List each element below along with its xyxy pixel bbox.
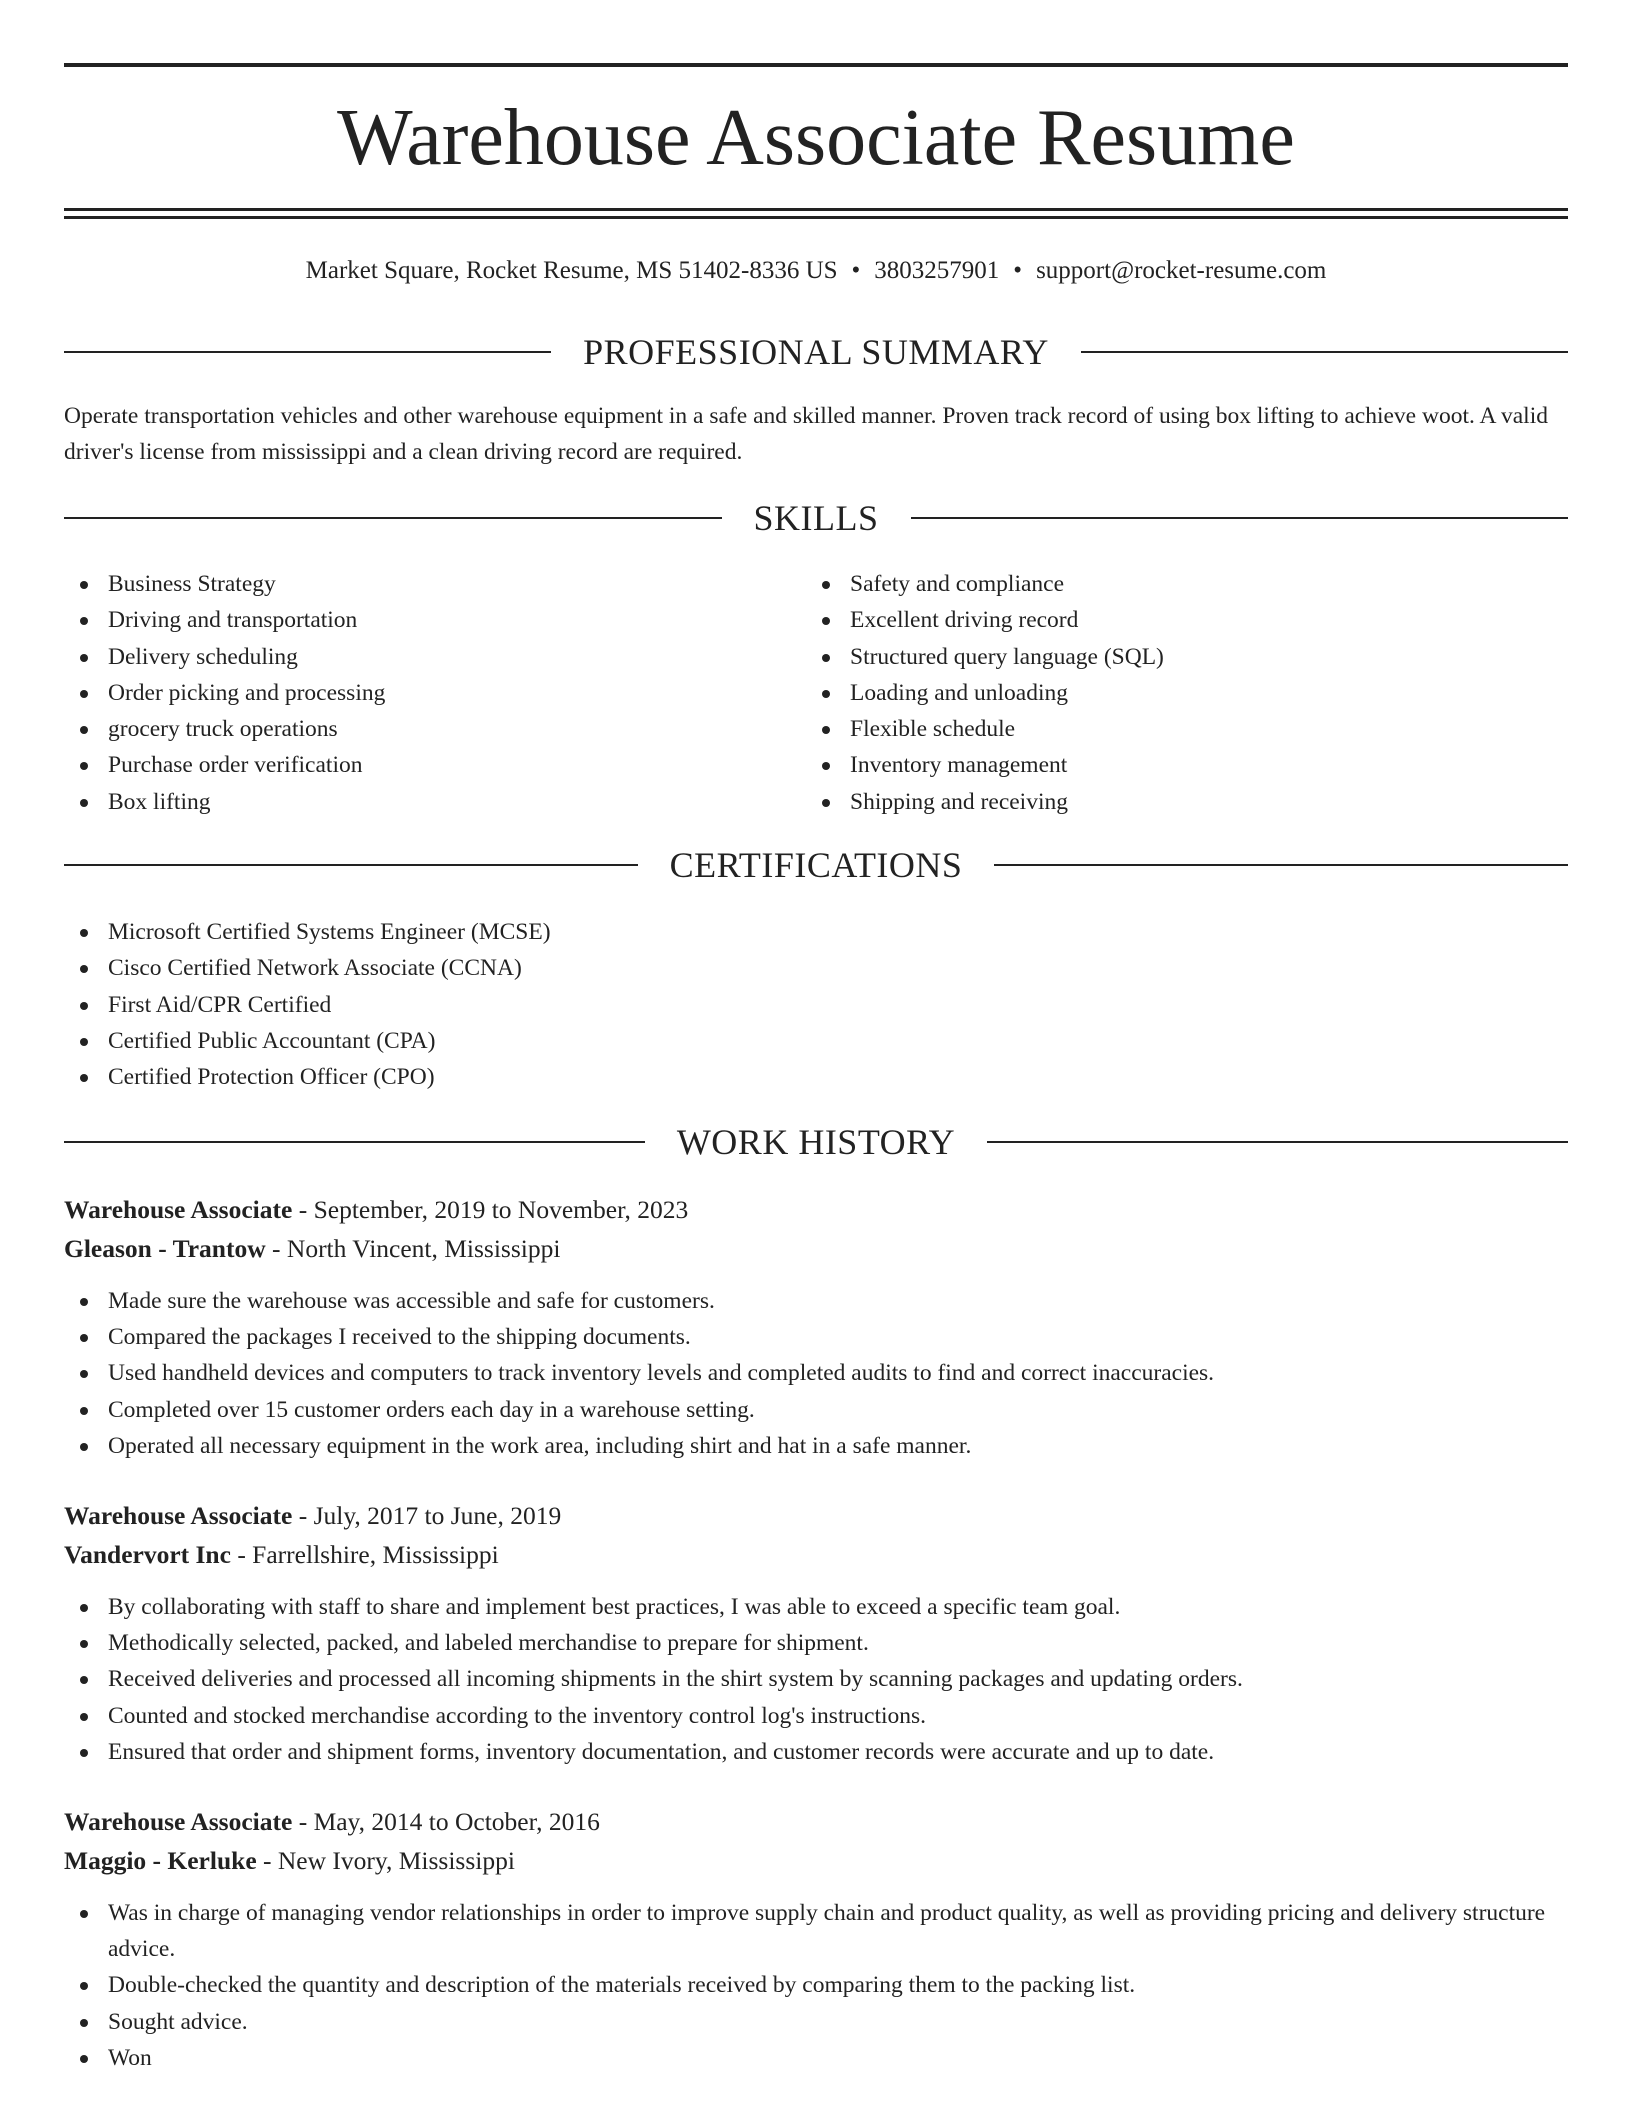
section-heading-certifications xyxy=(64,845,1568,885)
job-dates: - May, 2014 to October, 2016 xyxy=(292,1807,600,1836)
certifications-list xyxy=(64,914,1568,1095)
contact-separator: • xyxy=(1013,257,1023,284)
skill-item: Box lifting xyxy=(64,784,764,820)
heading-rule-right xyxy=(1081,351,1568,353)
certification-item: Microsoft Certified Systems Engineer (MCSE) xyxy=(64,914,1568,950)
certification-item: Cisco Certified Network Associate (CCNA) xyxy=(64,950,1568,986)
job-dates: - July, 2017 to June, 2019 xyxy=(292,1501,562,1530)
job-duty-item: Counted and stocked merchandise according to the inventory control log's instructions. xyxy=(64,1698,1568,1734)
job-duty-item: Used handheld devices and computers to track inventory levels and completed audits to find and correct inaccuracies. xyxy=(64,1355,1568,1391)
job-location: - Farrellshire, Mississippi xyxy=(230,1540,499,1569)
job-duty-item: Won xyxy=(64,2040,1568,2076)
job-location: - North Vincent, Mississippi xyxy=(265,1234,561,1263)
contact-phone: 3803257901 xyxy=(874,257,1000,284)
job-duty-item: Completed over 15 customer orders each day in a warehouse setting. xyxy=(64,1392,1568,1428)
section-title: WORK HISTORY xyxy=(676,1122,956,1162)
heading-rule-left xyxy=(64,1141,645,1143)
job-title-line xyxy=(64,1190,1568,1229)
skill-item: Business Strategy xyxy=(64,566,764,602)
job-company-line xyxy=(64,1841,1568,1880)
skill-item: grocery truck operations xyxy=(64,711,764,747)
skill-item: Order picking and processing xyxy=(64,675,764,711)
skills-list-left xyxy=(64,566,764,820)
heading-rule-right xyxy=(987,1141,1568,1143)
job-duty-item: Received deliveries and processed all incoming shipments in the shirt system by scanning packages and updating orders. xyxy=(64,1661,1568,1697)
job-entry xyxy=(64,1496,1568,1770)
section-heading-work-history xyxy=(64,1122,1568,1162)
contact-line xyxy=(64,254,1568,288)
skill-item: Shipping and receiving xyxy=(806,784,1506,820)
heading-rule-left xyxy=(64,864,638,866)
job-duty-item: Was in charge of managing vendor relationships in order to improve supply chain and product quality, as well as providing pricing and delivery structure advice. xyxy=(64,1895,1568,1967)
heading-rule-right xyxy=(911,517,1569,519)
skill-item: Inventory management xyxy=(806,747,1506,783)
job-entry xyxy=(64,1802,1568,2076)
job-entry xyxy=(64,1190,1568,1464)
job-title-line xyxy=(64,1496,1568,1535)
job-duty-item: Ensured that order and shipment forms, inventory documentation, and customer records were accurate and up to date. xyxy=(64,1734,1568,1770)
heading-rule-left xyxy=(64,351,551,353)
section-heading-summary xyxy=(64,332,1568,372)
job-company: Vandervort Inc xyxy=(64,1540,231,1569)
skill-item: Excellent driving record xyxy=(806,602,1506,638)
section-heading-skills xyxy=(64,498,1568,538)
summary-text: Operate transportation vehicles and other warehouse equipment in a safe and skilled manner. Proven track record of using box lifting to achieve woot. A valid driver's license from mississippi and a clean driving record are required. xyxy=(64,403,1548,465)
certification-item: Certified Public Accountant (CPA) xyxy=(64,1023,1568,1059)
job-company-line xyxy=(64,1535,1568,1574)
certification-item: Certified Protection Officer (CPO) xyxy=(64,1059,1568,1095)
section-title: SKILLS xyxy=(753,498,879,538)
contact-address: Market Square, Rocket Resume, MS 51402-8336 US xyxy=(305,257,838,284)
job-duty-item: Operated all necessary equipment in the work area, including shirt and hat in a safe manner. xyxy=(64,1428,1568,1464)
job-dates: - September, 2019 to November, 2023 xyxy=(292,1195,689,1224)
job-location: - New Ivory, Mississippi xyxy=(256,1846,515,1875)
skills-list-right xyxy=(806,566,1506,820)
job-duties-list xyxy=(64,1895,1568,2076)
job-duty-item: By collaborating with staff to share and implement best practices, I was able to exceed a specific team goal. xyxy=(64,1589,1568,1625)
skill-item: Driving and transportation xyxy=(64,602,764,638)
job-duties-list xyxy=(64,1283,1568,1464)
job-title: Warehouse Associate xyxy=(64,1195,293,1224)
job-title-line xyxy=(64,1802,1568,1841)
skill-item: Loading and unloading xyxy=(806,675,1506,711)
skill-item: Delivery scheduling xyxy=(64,639,764,675)
title-rule-upper xyxy=(64,208,1568,211)
job-duty-item: Made sure the warehouse was accessible and safe for customers. xyxy=(64,1283,1568,1319)
job-company: Gleason - Trantow xyxy=(64,1234,266,1263)
resume-title: Warehouse Associate Resume xyxy=(337,94,1295,182)
contact-separator: • xyxy=(851,257,861,284)
job-duty-item: Compared the packages I received to the shipping documents. xyxy=(64,1319,1568,1355)
contact-email: support@rocket-resume.com xyxy=(1036,257,1327,284)
skill-item: Purchase order verification xyxy=(64,747,764,783)
job-title: Warehouse Associate xyxy=(64,1807,293,1836)
heading-rule-right xyxy=(994,864,1568,866)
job-duty-item: Methodically selected, packed, and labeled merchandise to prepare for shipment. xyxy=(64,1625,1568,1661)
job-duties-list xyxy=(64,1589,1568,1770)
top-rule xyxy=(64,63,1568,67)
title-rule-lower xyxy=(64,216,1568,219)
job-duty-item: Double-checked the quantity and description of the materials received by comparing them to the packing list. xyxy=(64,1967,1568,2003)
job-company: Maggio - Kerluke xyxy=(64,1846,257,1875)
skill-item: Safety and compliance xyxy=(806,566,1506,602)
job-title: Warehouse Associate xyxy=(64,1501,293,1530)
job-company-line xyxy=(64,1229,1568,1268)
skill-item: Flexible schedule xyxy=(806,711,1506,747)
section-title: PROFESSIONAL SUMMARY xyxy=(583,332,1049,372)
job-duty-item: Sought advice. xyxy=(64,2004,1568,2040)
heading-rule-left xyxy=(64,517,722,519)
certification-item: First Aid/CPR Certified xyxy=(64,987,1568,1023)
section-title: CERTIFICATIONS xyxy=(669,845,963,885)
skill-item: Structured query language (SQL) xyxy=(806,639,1506,675)
